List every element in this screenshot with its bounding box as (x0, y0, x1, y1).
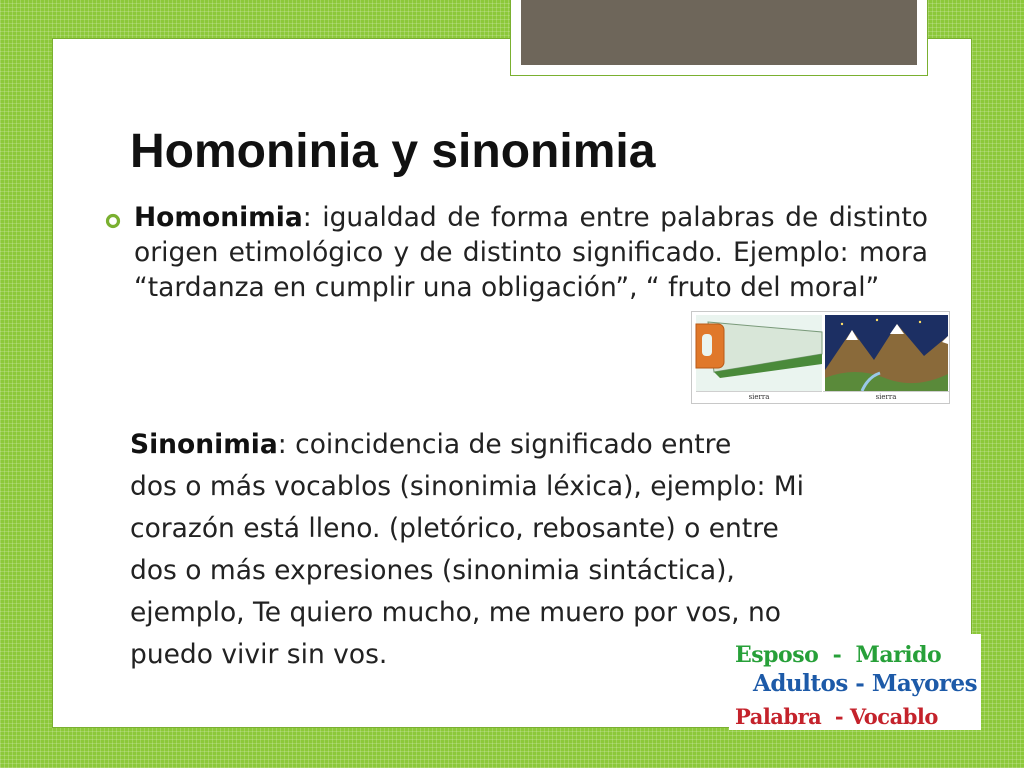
header-tab (510, 0, 928, 76)
header-bar (521, 0, 917, 65)
synonym-pair-1: Esposo - Marido (735, 642, 942, 668)
homonimia-definition: : igualdad de forma entre palabras de distinto origen etimológico y de distinto significado. Ejemplo: mora “tardanza en cumplir una obligación”, “ fruto del moral” (134, 202, 928, 303)
sinonimia-term: Sinonimia (130, 429, 278, 460)
sierra-image (691, 311, 950, 404)
paragraph-line (130, 424, 920, 466)
homonimia-bullet (134, 200, 928, 305)
paragraph-line: puedo vivir sin vos. (130, 639, 388, 670)
paragraph-line: ejemplo, Te quiero mucho, me muero por vos, no (130, 597, 782, 628)
synonym-pair-2: Adultos - Mayores (753, 670, 978, 697)
synonym-examples-image (729, 634, 981, 730)
image-caption-mountain: sierra (823, 391, 949, 402)
paragraph-line: dos o más expresiones (sinonimia sintáctica), (130, 555, 735, 586)
image-caption-saw: sierra (696, 391, 822, 402)
synonym-pair-3: Palabra - Vocablo (735, 704, 938, 729)
paragraph-text: : coincidencia de significado entre (277, 429, 732, 460)
paragraph-line: dos o más vocablos (sinonimia léxica), ejemplo: Mi (130, 471, 805, 502)
paragraph-line: corazón está lleno. (pletórico, rebosante) o entre (130, 513, 779, 544)
homonimia-term: Homonimia (134, 202, 303, 233)
slide-title: Homoninia y sinonimia (130, 125, 656, 178)
bullet-icon (104, 212, 122, 230)
